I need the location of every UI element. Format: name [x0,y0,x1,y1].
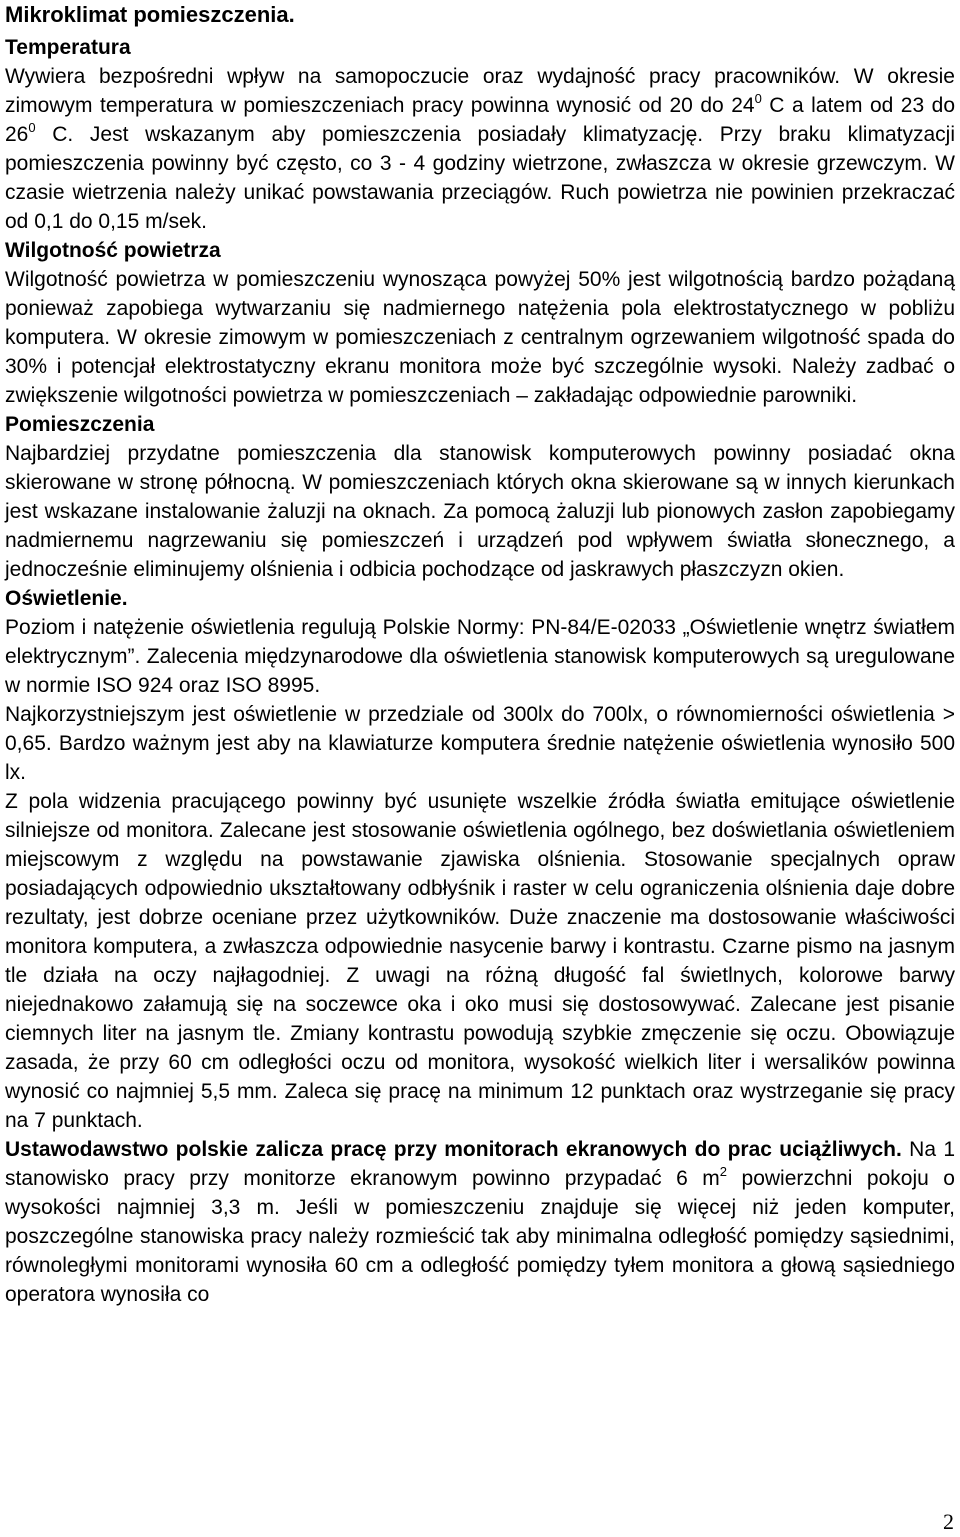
superscript-degree: 0 [28,120,36,135]
paragraph-oswietlenie-normy: Poziom i natężenie oświetlenia regulują Polskie Normy: PN-84/E-02033 „Oświetlenie wnętrz światłem elektrycznym”. Zalecenia międzynarodowe dla oświetlenia stanowisk komputerowych są uregulowane w normie ISO 924 oraz ISO 8995. [5,616,955,697]
text-segment: Wywiera bezpośredni wpływ na samopoczucie oraz wydajność pracy pracowników. W okresie zimowym temperatura w pomieszczeniach pracy powinna wynosić od 20 do 24 [5,65,955,117]
text-segment: C a latem od 23 do 26 [5,94,956,146]
paragraph-temperatura [5,62,955,236]
paragraph-oswietlenie-zalecenia: Z pola widzenia pracującego powinny być usunięte wszelkie źródła światła emitujące oświetlenie silniejsze od monitora. Zalecane jest stosowanie oświetlenia ogólnego, bez doświetlania oświetleniem miejscowym z względu na powstawanie zjawiska olśnienia. Stosowanie specjalnych opraw posiadających odpowiednio ukształtowany odbłyśnik i raster w celu ograniczenia olśnienia daje dobre rezultaty, jest dobrze oceniane przez użytkowników. Duże znaczenie ma dostosowanie właściwości monitora komputera, a zwłaszcza odpowiednie nasycenie barwy i kontrastu. Czarne pismo na jasnym tle działa na oczy najłagodniej. Z uwagi na różną długość fal świetlnych, kolorowe barwy niejednakowo załamują się na soczewce oka i oko musi się dostosowywać. Zalecane jest pisanie ciemnych liter na jasnym tle. Zmiany kontrastu powodują szybkie zmęczenie się oczu. Obowiązuje zasada, że przy 60 cm odległości oczu od monitora, wysokość wielkich liter i wersalików powinna wynosić co najmniej 5,5 mm. Zaleca się pracę na minimum 12 punktach oraz wystrzeganie się pracy na 7 punktach. [5,790,955,1132]
heading-oswietlenie: Oświetlenie. [5,587,128,610]
section-oswietlenie [5,584,955,1135]
document-page [5,0,955,1309]
heading-temperatura: Temperatura [5,36,131,59]
heading-pomieszczenia: Pomieszczenia [5,413,155,436]
section-pomieszczenia [5,410,955,584]
text-segment: Na 1 stanowisko pracy przy monitorze ekranowym powinno przypadać 6 m [5,1138,955,1190]
section-wilgotnosc [5,236,955,410]
paragraph-pomieszczenia: Najbardziej przydatne pomieszczenia dla stanowisk komputerowych powinny posiadać okna skierowane w stronę północną. W pomieszczeniach których okna skierowane są w innych kierunkach jest wskazane instalowanie żaluzji na oknach. Za pomocą żaluzji lub pionowych zasłon zapobiegamy nadmiernemu nagrzewaniu się pomieszczeń i urządzeń pod wpływem światła słonecznego, a jednocześnie eliminujemy olśnienia i odbicia pochodzące od jaskrawych płaszczyzn okien. [5,442,955,581]
paragraph-oswietlenie-poziom: Najkorzystniejszym jest oświetlenie w przedziale od 300lx do 700lx, o równomierności oświetlenia > 0,65. Bardzo ważnym jest aby na klawiaturze komputera średnie natężenie oświetlenia wynosiło 500 lx. [5,703,955,784]
paragraph-wilgotnosc: Wilgotność powietrza w pomieszczeniu wynosząca powyżej 50% jest wilgotnością bardzo pożądaną ponieważ zapobiega wytwarzaniu się nadmiernego natężenia pola elektrostatycznego w pobliżu komputera. W okresie zimowym w pomieszczeniach z centralnym ogrzewaniem wilgotność spada do 30% i potencjał elektrostatyczny ekranu monitora może być szczególnie wysoki. Należy zadbać o zwiększenie wilgotności powietrza w pomieszczeniach – zakładając odpowiednie parowniki. [5,268,955,407]
page-number: 2 [943,1509,954,1534]
paragraph-ustawodawstwo [5,1135,955,1309]
text-segment: powierzchni pokoju o wysokości najmniej 3,3 m. Jeśli w pomieszczeniu znajduje się więcej niż jeden komputer, poszczególne stanowiska pracy należy rozmieścić tak aby minimalna odległość pomiędzy sąsiednimi, równoległymi monitorami wynosiła 60 cm a odległość pomiędzy tyłem monitora a głową sąsiedniego operatora wynosiła co [5,1167,955,1306]
section-ustawodawstwo [5,1135,955,1309]
heading-wilgotnosc: Wilgotność powietrza [5,239,221,262]
page-title: Mikroklimat pomieszczenia. [5,2,295,27]
superscript-degree: 0 [754,91,762,106]
section-temperatura [5,33,955,236]
text-segment: C. Jest wskazanym aby pomieszczenia posiadały klimatyzację. Przy braku klimatyzacji pomieszczenia powinny być często, co 3 - 4 godziny wietrzone, zwłaszcza w okresie grzewczym. W czasie wietrzenia należy unikać powstawania przeciągów. Ruch powietrza nie powinien przekraczać od 0,1 do 0,15 m/sek. [5,123,955,233]
bold-lead-text: Ustawodawstwo polskie zalicza pracę przy monitorach ekranowych do prac uciążliwych. [5,1138,902,1161]
superscript-square: 2 [719,1164,728,1179]
